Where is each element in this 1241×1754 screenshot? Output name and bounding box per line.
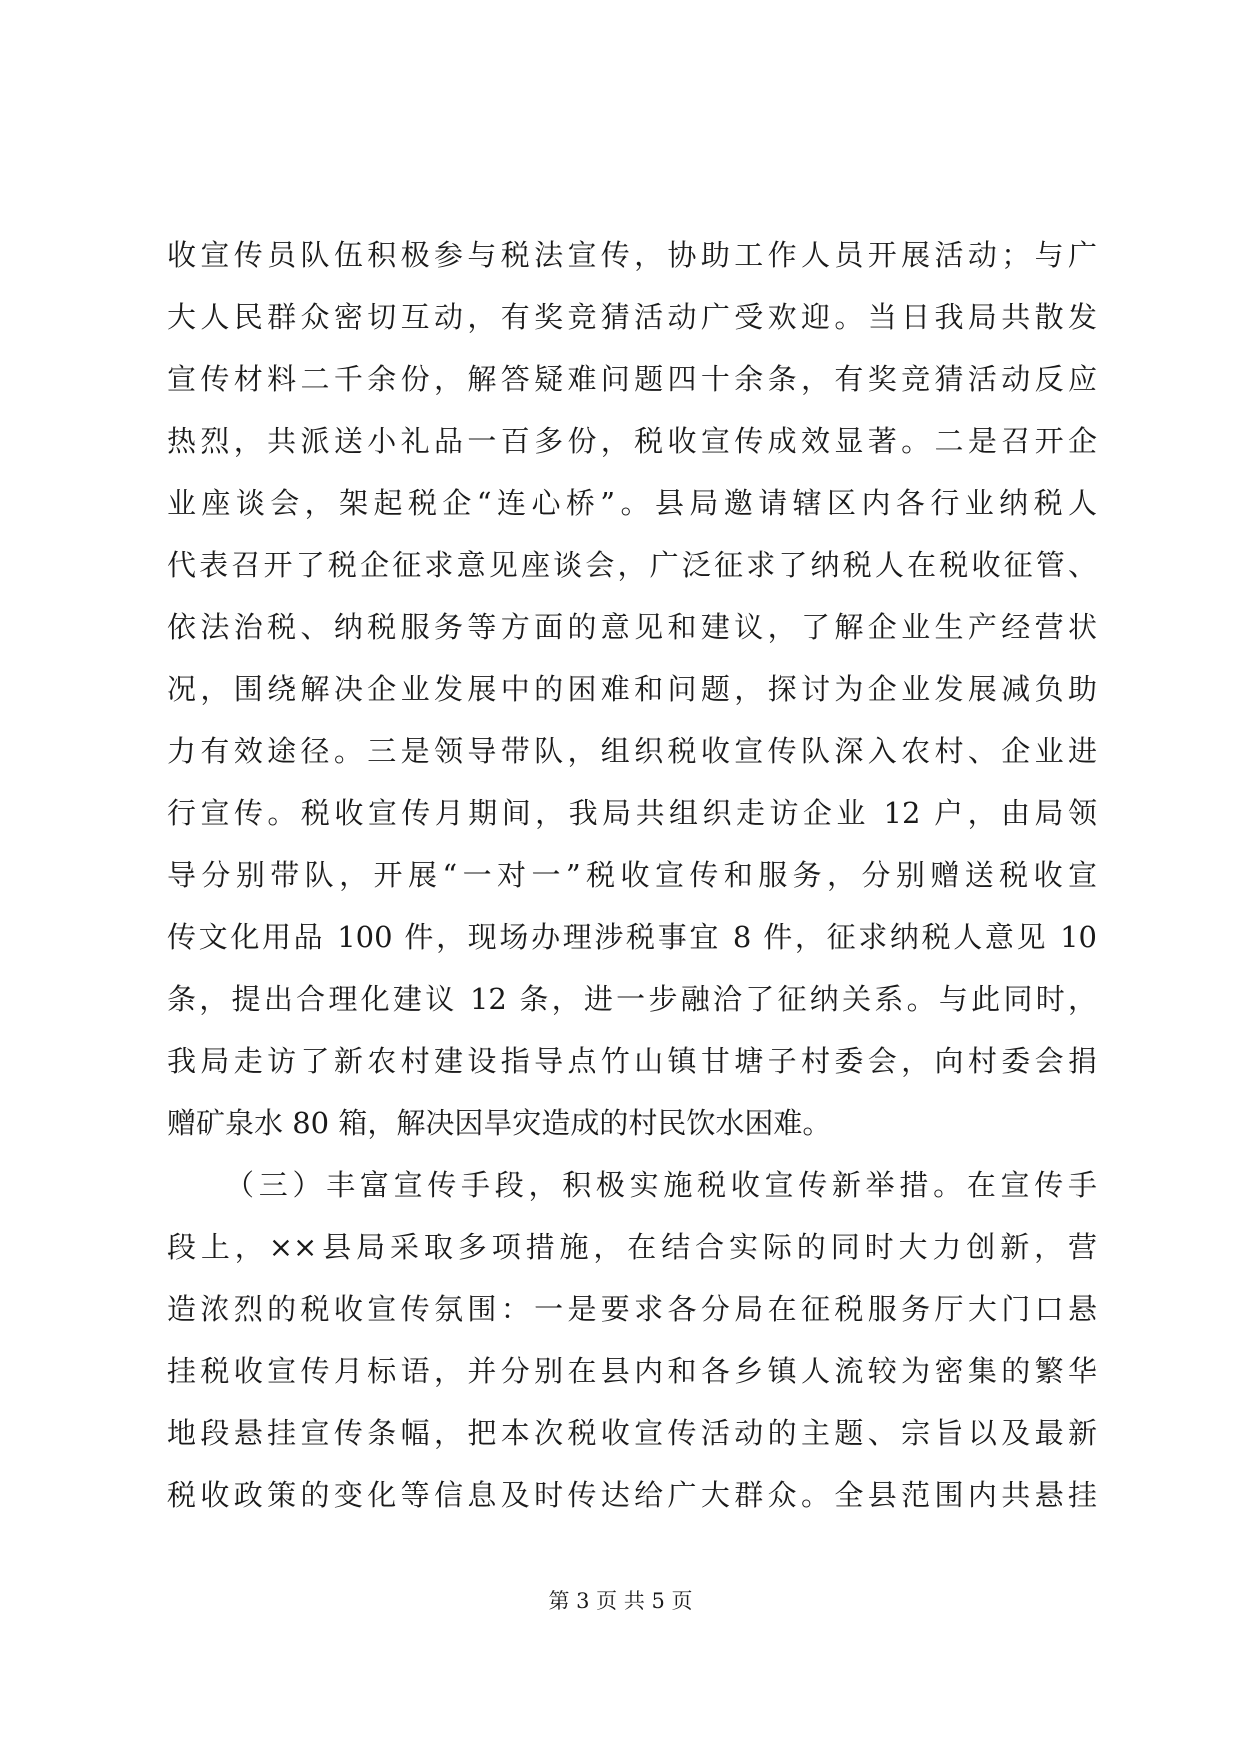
- text-line: 行宣传。税收宣传月期间，我局共组织走访企业 12 户，由局领: [167, 796, 1097, 830]
- text-line: 依法治税、纳税服务等方面的意见和建议，了解企业生产经营状: [167, 610, 1097, 644]
- text-line: 况，围绕解决企业发展中的困难和问题，探讨为企业发展减负助: [167, 672, 1097, 706]
- text-line: 力有效途径。三是领导带队，组织税收宣传队深入农村、企业进: [167, 734, 1097, 768]
- text-line: 造浓烈的税收宣传氛围：一是要求各分局在征税服务厅大门口悬: [167, 1292, 1097, 1326]
- text-line: 收宣传员队伍积极参与税法宣传，协助工作人员开展活动；与广: [167, 238, 1097, 272]
- paragraph-end-line: 赠矿泉水 80 箱，解决因旱灾造成的村民饮水困难。: [167, 1106, 832, 1140]
- paragraph-start-line: （三）丰富宣传手段，积极实施税收宣传新举措。在宣传手: [225, 1168, 1097, 1202]
- text-line: 传文化用品 100 件，现场办理涉税事宜 8 件，征求纳税人意见 10: [167, 920, 1097, 954]
- text-line: 热烈，共派送小礼品一百多份，税收宣传成效显著。二是召开企: [167, 424, 1097, 458]
- text-line: 业座谈会，架起税企“连心桥”。县局邀请辖区内各行业纳税人: [167, 486, 1097, 520]
- page-footer: [0, 1587, 1241, 1615]
- text-line: 导分别带队，开展“一对一”税收宣传和服务，分别赠送税收宣: [167, 858, 1097, 892]
- text-line: 宣传材料二千余份，解答疑难问题四十余条，有奖竞猜活动反应: [167, 362, 1097, 396]
- text-line: 税收政策的变化等信息及时传达给广大群众。全县范围内共悬挂: [167, 1478, 1097, 1512]
- text-line: 大人民群众密切互动，有奖竞猜活动广受欢迎。当日我局共散发: [167, 300, 1097, 334]
- text-line: 我局走访了新农村建设指导点竹山镇甘塘子村委会，向村委会捐: [167, 1044, 1097, 1078]
- body-text: [167, 224, 1097, 1526]
- text-line: 代表召开了税企征求意见座谈会，广泛征求了纳税人在税收征管、: [167, 548, 1097, 582]
- page-number: 第 3 页 共 5 页: [548, 1589, 693, 1613]
- text-line: 挂税收宣传月标语，并分别在县内和各乡镇人流较为密集的繁华: [167, 1354, 1097, 1388]
- text-line: 段上，××县局采取多项措施，在结合实际的同时大力创新，营: [167, 1230, 1097, 1264]
- text-line: 地段悬挂宣传条幅，把本次税收宣传活动的主题、宗旨以及最新: [167, 1416, 1097, 1450]
- text-line: 条，提出合理化建议 12 条，进一步融洽了征纳关系。与此同时，: [167, 982, 1097, 1016]
